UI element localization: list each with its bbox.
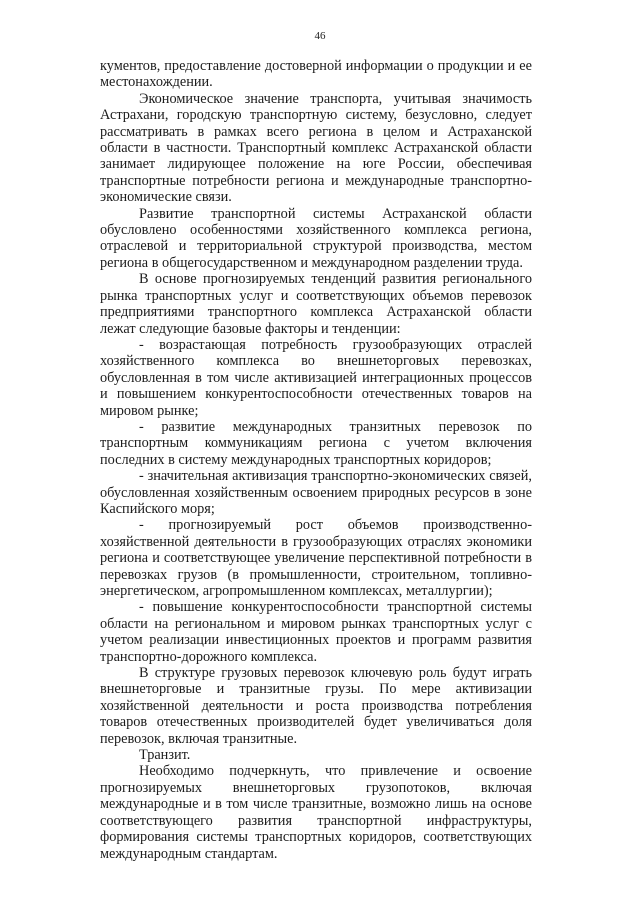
paragraph: Экономическое значение транспорта, учитывая значимость Астрахани, городскую транспортную систему, безусловно, следует рассматривать в рамках всего региона в целом и Астраханской области в частности. Транспортный комплекс Астраханской области занимает лидирующее положение на юге России, обеспечивая транспортные потребности региона и международные транспортно-экономические связи. <box>100 90 532 206</box>
paragraph: В структуре грузовых перевозок ключевую роль будут играть внешнеторговые и транзитные грузы. По мере активизации хозяйственной деятельности и роста производства потребления товаров отечественных производителей будет увеличиваться доля перевозок, включая транзитные. <box>100 665 532 747</box>
text-body <box>100 58 532 862</box>
paragraph: Развитие транспортной системы Астраханской области обусловлено особенностями хозяйственного комплекса региона, отраслевой и территориальной структурой производства, местом региона в общегосударственном и международном разделении труда. <box>100 205 532 271</box>
paragraph: Необходимо подчеркнуть, что привлечение и освоение прогнозируемых внешнеторговых грузопотоков, включая международные и в том числе транзитные, возможно лишь на основе соответствующего развития транспортной инфраструктуры, формирования системы транспортных коридоров, соответствующих международным стандартам. <box>100 763 532 862</box>
page-number: 46 <box>314 30 326 42</box>
paragraph: В основе прогнозируемых тенденций развития регионального рынка транспортных услуг и соответствующих объемов перевозок предприятиями транспортного комплекса Астраханской области лежат следующие базовые факторы и тенденции: <box>100 271 532 337</box>
list-item: - возрастающая потребность грузообразующих отраслей хозяйственного комплекса во внешнеторговых перевозках, обусловленная в том числе активизацией интеграционных процессов и повышением конкурентоспособности отечественных товаров на мировом рынке; <box>100 336 532 419</box>
list-item: - повышение конкурентоспособности транспортной системы области на региональном и мировом рынках транспортных услуг с учетом реализации инвестиционных проектов и программ развития транспортно-дорожного комплекса. <box>100 599 532 665</box>
paragraph: кументов, предоставление достоверной информации о продукции и ее местонахождении. <box>100 58 532 91</box>
list-item: - прогнозируемый рост объемов производственно-хозяйственной деятельности в грузообразующих отраслях экономики региона и соответствующее увеличение перспективной потребности в перевозках грузов (в промышленности, строительном, топливно-энергетическом, агропромышленном комплексах, металлургии); <box>100 517 532 599</box>
list-item: - развитие международных транзитных перевозок по транспортным коммуникациям региона с учетом включения последних в систему международных транспортных коридоров; <box>100 418 532 468</box>
list-item: - значительная активизация транспортно-экономических связей, обусловленная хозяйственным освоением природных ресурсов в зоне Каспийского моря; <box>100 468 532 517</box>
section-heading: Транзит. <box>139 747 191 764</box>
